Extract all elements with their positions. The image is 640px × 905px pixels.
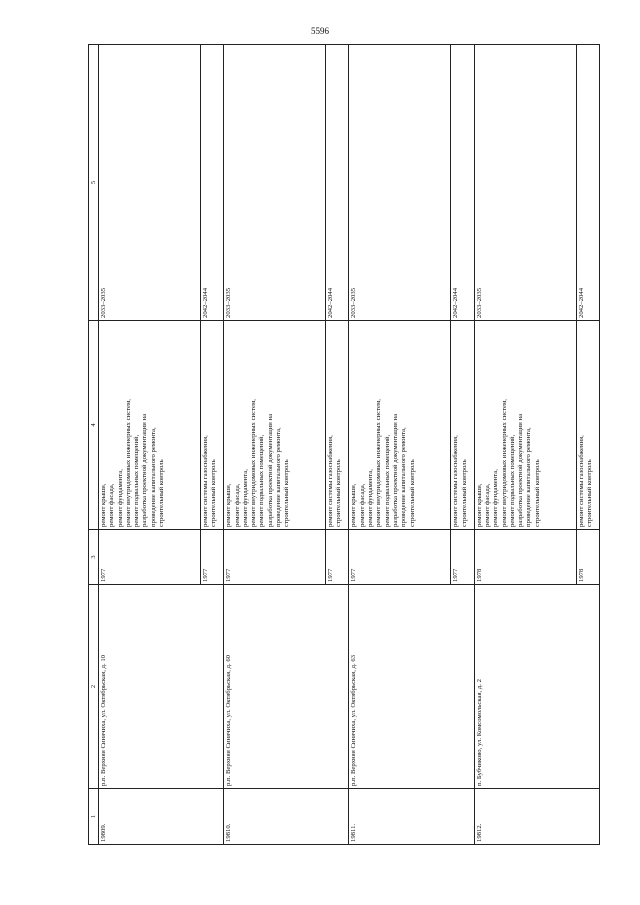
row-works: [451, 321, 474, 530]
work-item: ремонт внутридомовых инженерных систем,: [375, 399, 383, 527]
row-year: 1978: [474, 530, 576, 585]
work-item: ремонт внутридомовых инженерных систем,: [500, 399, 508, 527]
work-item: строительный контроль: [585, 459, 593, 527]
row-year: 1977: [349, 530, 451, 585]
column-header-5: 5: [89, 45, 99, 321]
work-item: строительный контроль: [210, 459, 218, 527]
work-item: ремонт подвальных помещений,: [133, 434, 141, 527]
row-number: 19811.: [349, 789, 474, 845]
table-row: [349, 45, 451, 845]
column-number-header-row: [89, 45, 99, 845]
row-period: 2042–2044: [576, 45, 599, 321]
row-year: 1977: [451, 530, 474, 585]
row-address: р.п. Верхняя Синячиха, ул. Октябрьская, д. 63: [349, 585, 474, 789]
row-year: 1977: [326, 530, 349, 585]
row-works: [349, 321, 451, 530]
work-item: ремонт фасада,: [233, 483, 241, 527]
work-item: ремонт подвальных помещений,: [383, 434, 391, 527]
work-item: ремонт крыши,: [475, 483, 483, 527]
row-number: 19812.: [474, 789, 599, 845]
row-works: [326, 321, 349, 530]
work-item: ремонт фундамента,: [367, 469, 375, 527]
work-item: ремонт подвальных помещений,: [508, 434, 516, 527]
row-address: п. Бубчиково, ул. Комсомольская, д. 2: [474, 585, 599, 789]
row-address: р.п. Верхняя Синячиха, ул. Октябрьская, д. 10: [99, 585, 224, 789]
work-item: строительный контроль: [335, 459, 343, 527]
row-period: 2033–2035: [99, 45, 201, 321]
work-item: строительный контроль: [408, 459, 416, 527]
work-item: строительный контроль: [460, 459, 468, 527]
column-header-4: 4: [89, 321, 99, 530]
table-row: [99, 45, 201, 845]
row-period: 2042–2044: [200, 45, 223, 321]
row-address: р.п. Верхняя Синячиха, ул. Октябрьская, д. 60: [224, 585, 349, 789]
row-period: 2042–2044: [451, 45, 474, 321]
row-works: [200, 321, 223, 530]
work-item: ремонт системы газоснабжения,: [201, 435, 209, 527]
work-item: ремонт крыши,: [350, 483, 358, 527]
row-works: [576, 321, 599, 530]
work-item: разработка проектной документации на: [391, 413, 399, 527]
work-item: ремонт фасада,: [358, 483, 366, 527]
repair-schedule-table: [88, 44, 600, 845]
row-number: 19809.: [99, 789, 224, 845]
work-item: ремонт фундамента,: [492, 469, 500, 527]
row-period: 2033–2035: [349, 45, 451, 321]
work-item: проведение капитального ремонта,: [400, 427, 408, 527]
row-period: 2042–2044: [326, 45, 349, 321]
table-row: [474, 45, 576, 845]
work-item: ремонт фасада,: [108, 483, 116, 527]
work-item: ремонт внутридомовых инженерных систем,: [250, 399, 258, 527]
row-works: [474, 321, 576, 530]
work-item: ремонт внутридомовых инженерных систем,: [124, 399, 132, 527]
work-item: ремонт фасада,: [484, 483, 491, 527]
work-item: разработка проектной документации на: [141, 413, 149, 527]
table-row: [224, 45, 326, 845]
row-year: 1977: [200, 530, 223, 585]
row-works: [99, 321, 201, 530]
work-item: ремонт системы газоснабжения,: [577, 435, 585, 527]
table-body: [99, 45, 600, 845]
row-year: 1978: [576, 530, 599, 585]
column-header-1: 1: [89, 789, 99, 845]
work-item: ремонт системы газоснабжения,: [452, 435, 460, 527]
work-item: разработка проектной документации на: [266, 413, 274, 527]
row-works: [224, 321, 326, 530]
work-item: ремонт системы газоснабжения,: [327, 435, 335, 527]
work-item: ремонт крыши,: [225, 483, 233, 527]
work-item: проведение капитального ремонта,: [275, 427, 283, 527]
work-item: строительный контроль: [158, 459, 166, 527]
row-period: 2033–2035: [224, 45, 326, 321]
row-year: 1977: [99, 530, 201, 585]
work-item: ремонт фундамента,: [241, 469, 249, 527]
column-header-2: 2: [89, 585, 99, 789]
work-item: строительный контроль: [533, 459, 541, 527]
row-number: 19810.: [224, 789, 349, 845]
work-item: строительный контроль: [283, 459, 291, 527]
work-item: ремонт подвальных помещений,: [258, 434, 266, 527]
page-number: 5596: [311, 26, 329, 36]
column-header-3: 3: [89, 530, 99, 585]
row-year: 1977: [224, 530, 326, 585]
work-item: ремонт фундамента,: [116, 469, 124, 527]
work-item: проведение капитального ремонта,: [525, 427, 533, 527]
work-item: ремонт крыши,: [100, 483, 107, 527]
row-period: 2033–2035: [474, 45, 576, 321]
rotated-table-frame: [88, 45, 600, 845]
work-item: проведение капитального ремонта,: [149, 427, 157, 527]
work-item: разработка проектной документации на: [517, 413, 525, 527]
